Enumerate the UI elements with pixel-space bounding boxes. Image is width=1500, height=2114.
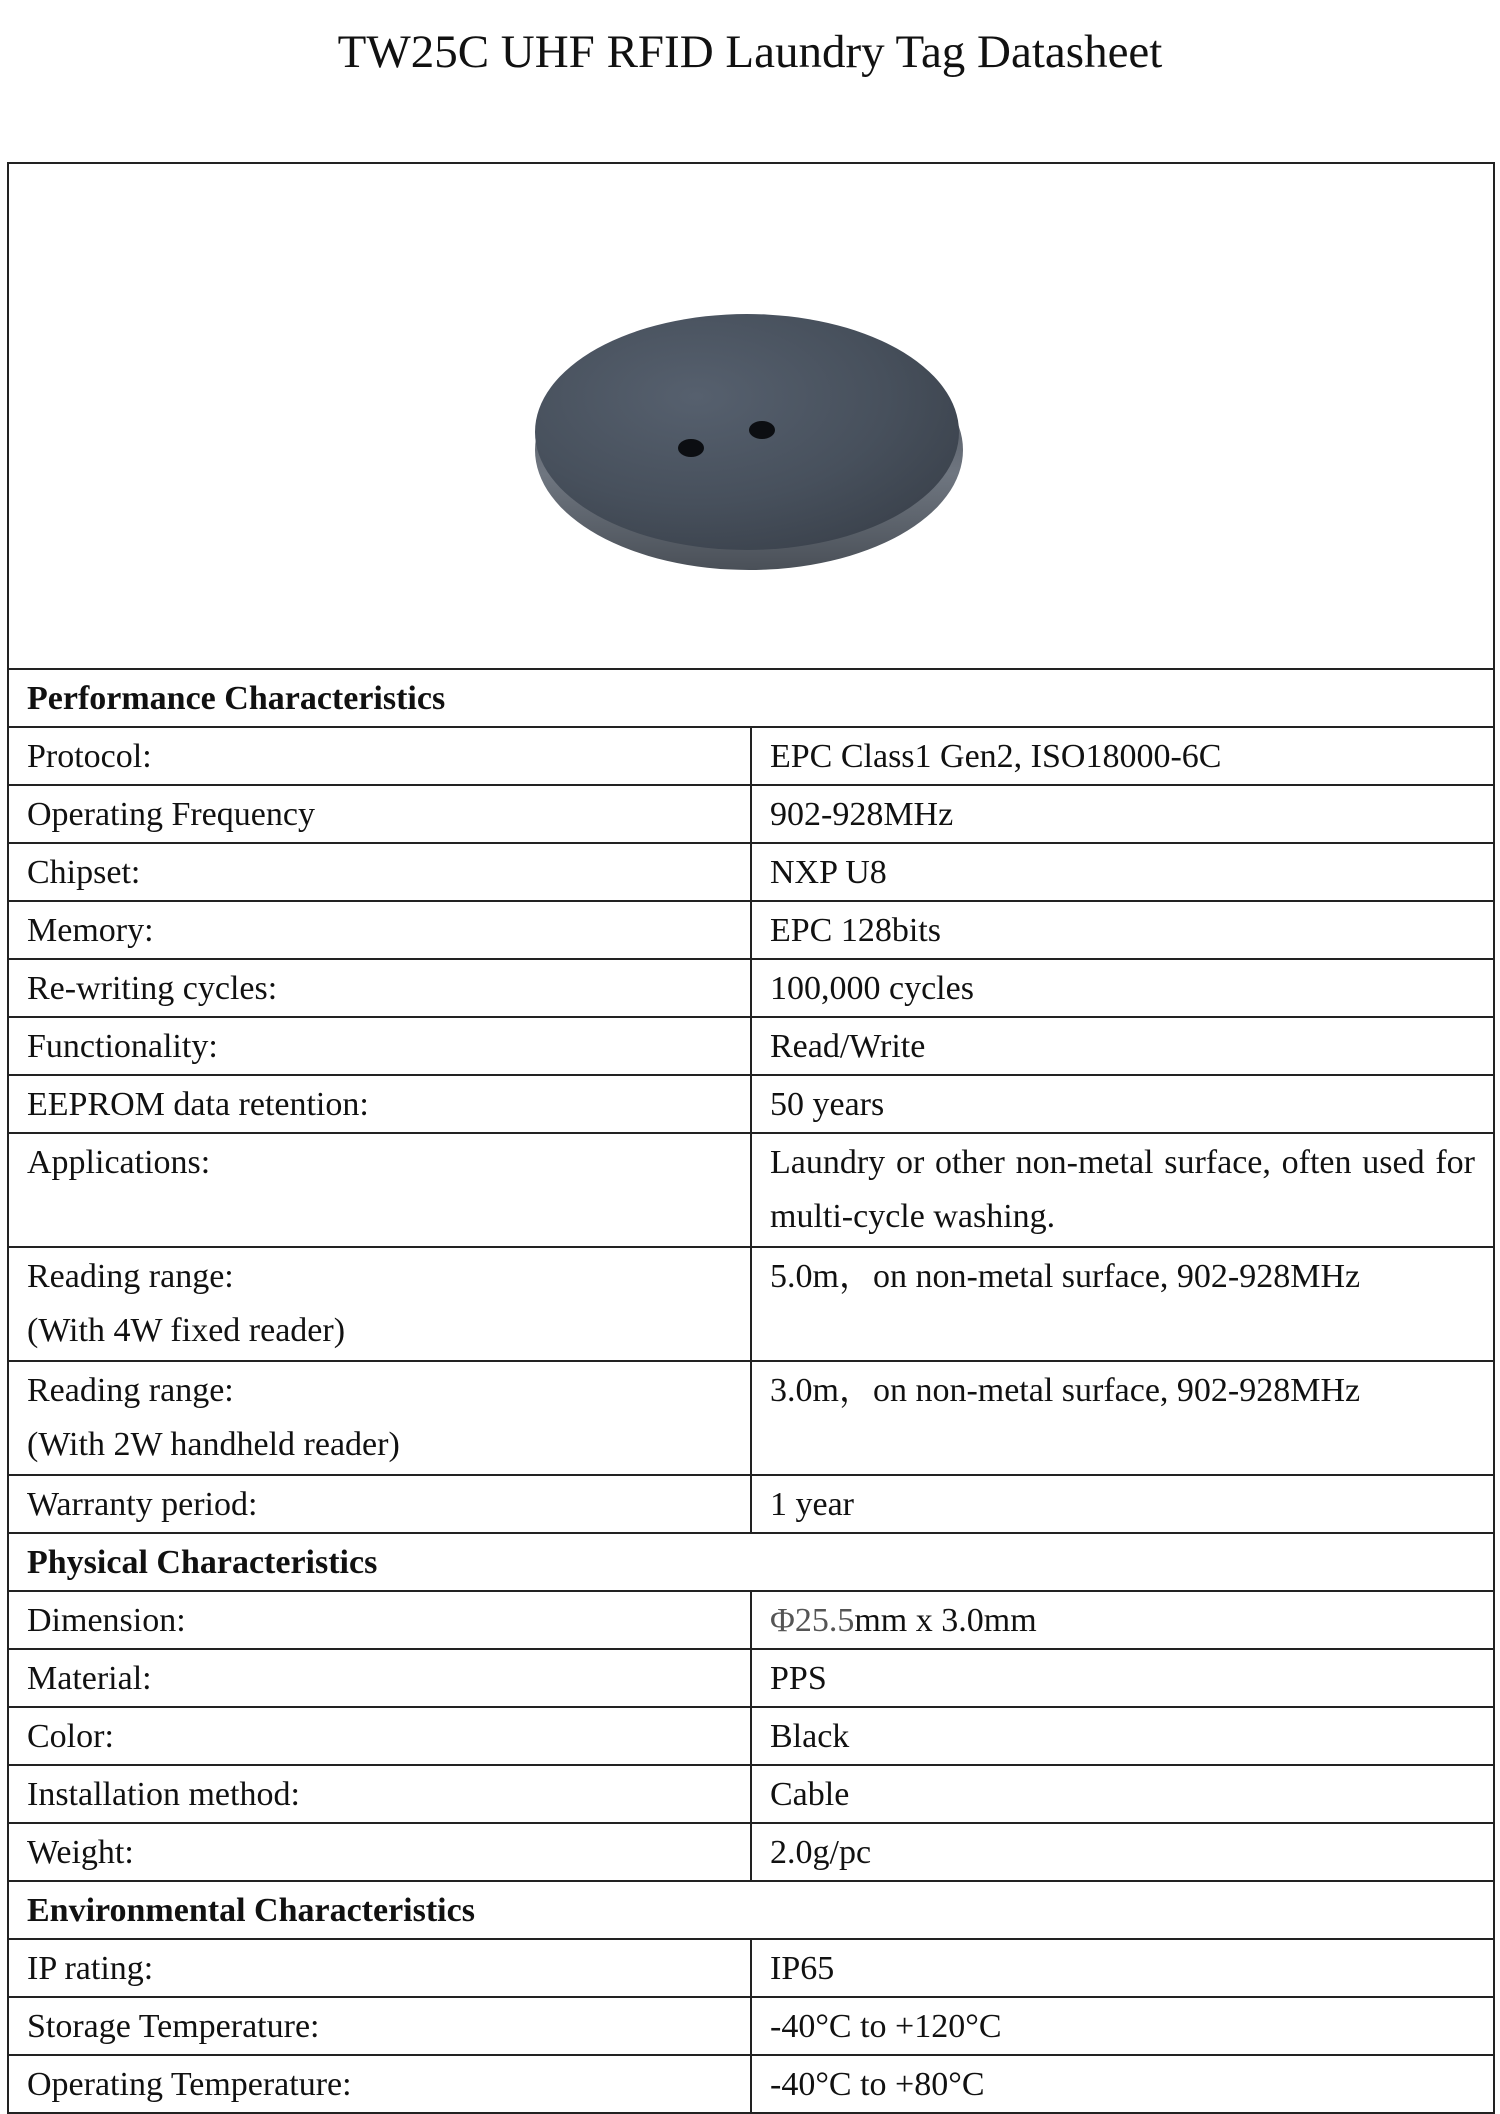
table-row	[8, 1939, 1494, 1997]
row-label: EEPROM data retention:	[8, 1075, 751, 1133]
table-row	[8, 727, 1494, 785]
row-value: 1 year	[751, 1475, 1494, 1533]
row-value: 50 years	[751, 1075, 1494, 1133]
table-row	[8, 1765, 1494, 1823]
product-image-cell	[8, 163, 1494, 669]
row-label: Memory:	[8, 901, 751, 959]
table-row	[8, 959, 1494, 1017]
row-value: NXP U8	[751, 843, 1494, 901]
row-value: -40°C to +80°C	[751, 2055, 1494, 2113]
row-label-line: (With 2W handheld reader)	[27, 1426, 400, 1463]
row-value: 2.0g/pc	[751, 1823, 1494, 1881]
dimension-value: mm x 3.0mm	[854, 1602, 1037, 1639]
row-value	[751, 1591, 1494, 1649]
section-heading-performance: Performance Characteristics	[8, 669, 1494, 727]
row-label-line: (With 4W fixed reader)	[27, 1312, 346, 1349]
row-label: Storage Temperature:	[8, 1997, 751, 2055]
row-value: PPS	[751, 1649, 1494, 1707]
row-label: Applications:	[8, 1133, 751, 1247]
table-row	[8, 843, 1494, 901]
row-value: 5.0m，on non-metal surface, 902-928MHz	[751, 1247, 1494, 1361]
row-label-line: Reading range:	[27, 1258, 234, 1295]
row-label: Material:	[8, 1649, 751, 1707]
spec-table	[7, 162, 1495, 2114]
row-label: Weight:	[8, 1823, 751, 1881]
table-row	[8, 1133, 1494, 1247]
row-label: Warranty period:	[8, 1475, 751, 1533]
row-value: 902-928MHz	[751, 785, 1494, 843]
table-row	[8, 1475, 1494, 1533]
table-row	[8, 1247, 1494, 1361]
table-row	[8, 1649, 1494, 1707]
row-label: Operating Temperature:	[8, 2055, 751, 2113]
table-row	[8, 1707, 1494, 1765]
row-value: Black	[751, 1707, 1494, 1765]
table-row	[8, 1017, 1494, 1075]
row-label: Dimension:	[8, 1591, 751, 1649]
diameter-value: Φ25.5	[770, 1602, 855, 1639]
row-value: 3.0m，on non-metal surface, 902-928MHz	[751, 1361, 1494, 1475]
row-label: Installation method:	[8, 1765, 751, 1823]
table-row	[8, 1997, 1494, 2055]
row-value: EPC 128bits	[751, 901, 1494, 959]
section-heading-environmental: Environmental Characteristics	[8, 1881, 1494, 1939]
table-row	[8, 1591, 1494, 1649]
row-value: 100,000 cycles	[751, 959, 1494, 1017]
row-value: Cable	[751, 1765, 1494, 1823]
row-value: Laundry or other non-metal surface, often used for multi-cycle washing.	[751, 1133, 1494, 1247]
row-label: Color:	[8, 1707, 751, 1765]
section-heading-physical: Physical Characteristics	[8, 1533, 1494, 1591]
row-label-line: Reading range:	[27, 1372, 234, 1409]
table-row	[8, 901, 1494, 959]
row-label	[8, 1361, 751, 1475]
row-value: EPC Class1 Gen2, ISO18000-6C	[751, 727, 1494, 785]
row-label: IP rating:	[8, 1939, 751, 1997]
row-label: Functionality:	[8, 1017, 751, 1075]
row-value: -40°C to +120°C	[751, 1997, 1494, 2055]
row-value: IP65	[751, 1939, 1494, 1997]
row-label: Chipset:	[8, 843, 751, 901]
row-label: Operating Frequency	[8, 785, 751, 843]
table-row	[8, 2055, 1494, 2113]
table-row	[8, 1075, 1494, 1133]
row-value: Read/Write	[751, 1017, 1494, 1075]
table-row	[8, 785, 1494, 843]
row-label	[8, 1247, 751, 1361]
page-title: TW25C UHF RFID Laundry Tag Datasheet	[337, 26, 1163, 78]
row-label: Protocol:	[8, 727, 751, 785]
row-label: Re-writing cycles:	[8, 959, 751, 1017]
table-row	[8, 1823, 1494, 1881]
rfid-laundry-tag-image	[521, 236, 981, 596]
table-row	[8, 1361, 1494, 1475]
